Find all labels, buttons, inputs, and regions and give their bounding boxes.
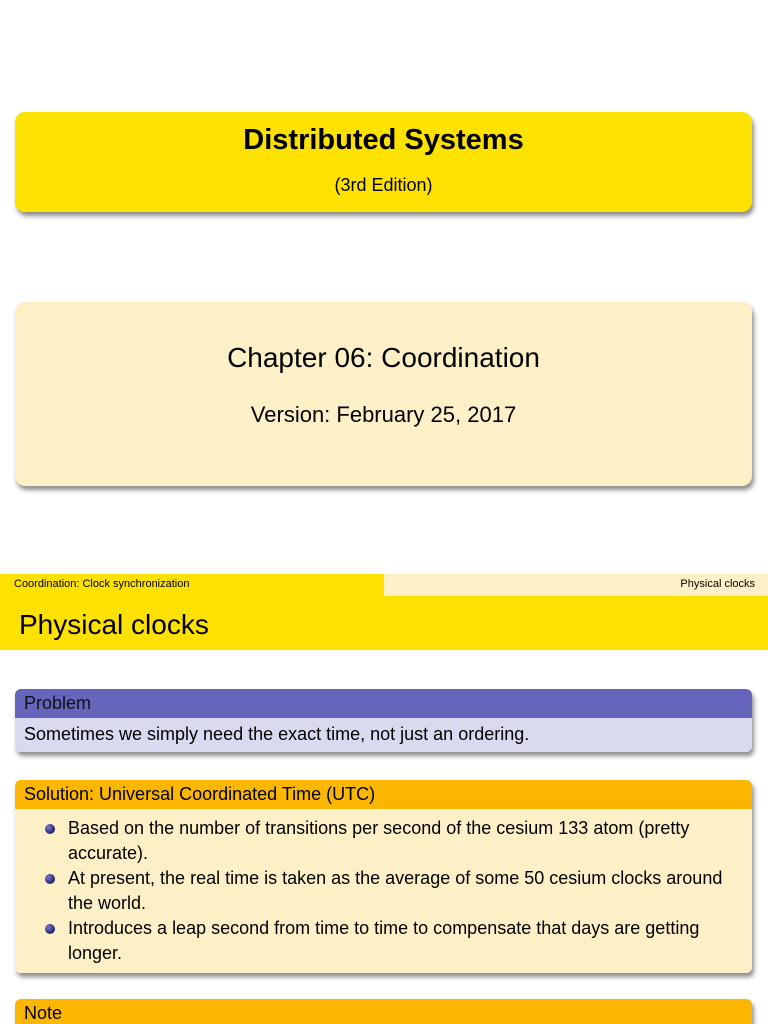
slide-headline — [0, 574, 768, 596]
frame-title: Physical clocks — [19, 609, 209, 640]
list-item — [24, 866, 743, 916]
problem-block-title: Problem — [15, 689, 752, 718]
solution-list — [24, 816, 743, 966]
frame-title-bar — [0, 596, 768, 650]
book-edition: (3rd Edition) — [334, 175, 433, 195]
problem-block — [15, 689, 752, 752]
problem-block-body: Sometimes we simply need the exact time, not just an ordering. — [15, 718, 752, 752]
title-block — [15, 112, 752, 212]
solution-block-body — [15, 809, 752, 973]
chapter-block — [15, 302, 752, 486]
list-item-text: At present, the real time is taken as the average of some 50 cesium clocks around the world. — [68, 868, 723, 913]
bullet-icon — [45, 924, 55, 934]
list-item-text: Introduces a leap second from time to time to compensate that days are getting longer. — [68, 918, 700, 963]
headline-section — [0, 574, 384, 596]
bullet-icon — [45, 824, 55, 834]
note-block-title: Note — [15, 999, 752, 1024]
solution-block-title: Solution: Universal Coordinated Time (UTC) — [15, 780, 752, 809]
list-item — [24, 816, 743, 866]
note-block — [15, 999, 752, 1024]
solution-block — [15, 780, 752, 973]
list-item-text: Based on the number of transitions per second of the cesium 133 atom (pretty accurate). — [68, 818, 690, 863]
headline-subsection — [384, 574, 768, 596]
headline-section-label: Coordination: Clock synchronization — [14, 578, 190, 590]
list-item — [24, 916, 743, 966]
version-date: Version: February 25, 2017 — [250, 402, 517, 427]
bullet-icon — [45, 874, 55, 884]
chapter-title: Chapter 06: Coordination — [227, 342, 540, 373]
book-title: Distributed Systems — [243, 124, 524, 156]
headline-subsection-label: Physical clocks — [680, 578, 755, 590]
